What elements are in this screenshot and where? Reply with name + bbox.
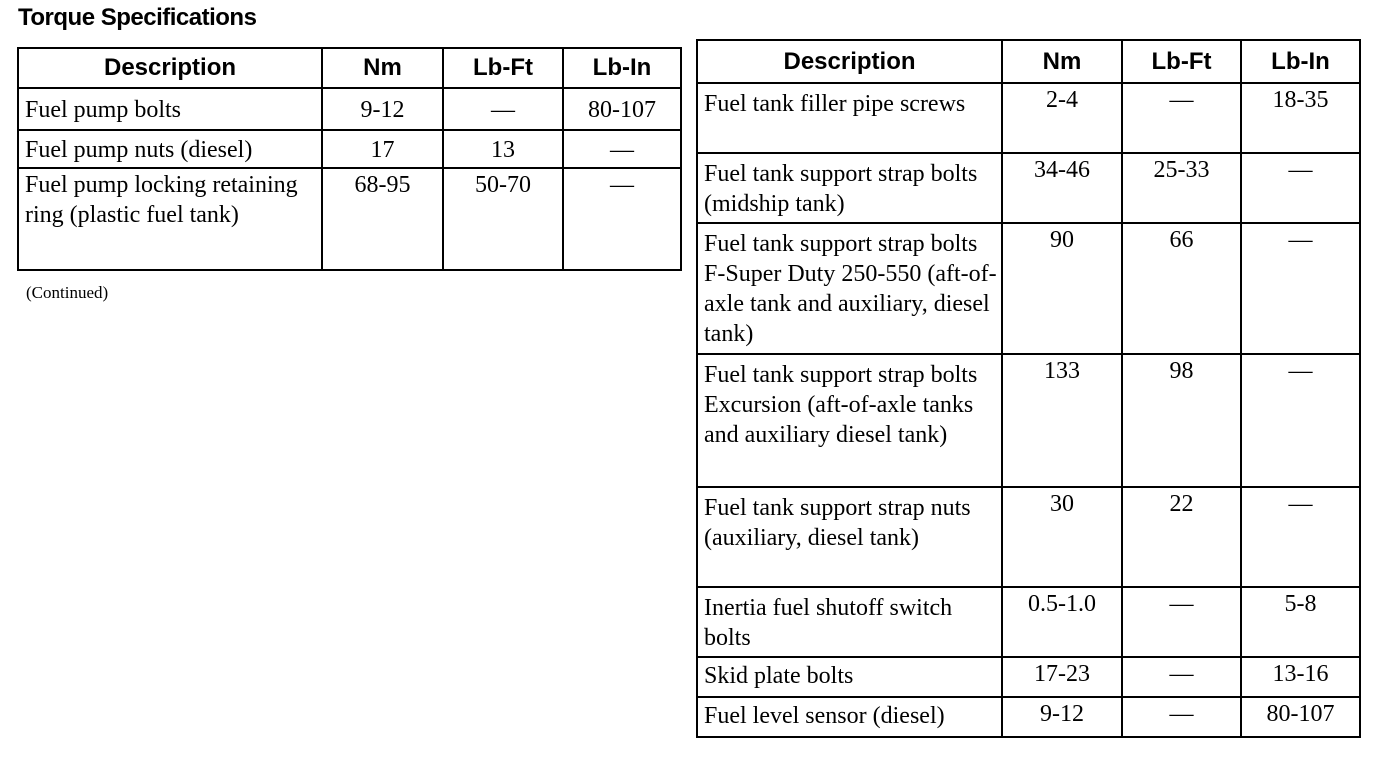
cell-description: Fuel pump nuts (diesel) [18, 130, 322, 168]
cell-description: Inertia fuel shutoff switch bolts [697, 587, 1002, 657]
cell-lbin: — [1241, 153, 1360, 223]
header-row [697, 40, 1360, 83]
table-row [697, 153, 1360, 223]
cell-nm: 90 [1002, 223, 1122, 354]
cell-lbft: — [1122, 83, 1241, 153]
cell-lbin: 80-107 [1241, 697, 1360, 737]
cell-description: Fuel tank support strap bolts F-Super Duty 250-550 (aft-of-axle tank and auxiliary, diesel tank) [697, 223, 1002, 354]
table-row [18, 130, 681, 168]
cell-lbft: 13 [443, 130, 563, 168]
cell-lbft: 25-33 [1122, 153, 1241, 223]
header-lbft: Lb-Ft [443, 48, 563, 88]
cell-lbft: 66 [1122, 223, 1241, 354]
cell-nm: 17 [322, 130, 443, 168]
table-row [18, 168, 681, 270]
cell-nm: 30 [1002, 487, 1122, 587]
cell-nm: 9-12 [1002, 697, 1122, 737]
cell-lbft: 98 [1122, 354, 1241, 487]
header-description: Description [697, 40, 1002, 83]
table-row [697, 223, 1360, 354]
cell-description: Fuel pump locking retaining ring (plastic fuel tank) [18, 168, 322, 270]
cell-description: Skid plate bolts [697, 657, 1002, 697]
torque-table-left [17, 47, 682, 271]
page-title: Torque Specifications [18, 4, 257, 31]
cell-lbft: — [443, 88, 563, 130]
table-row [697, 697, 1360, 737]
cell-nm: 9-12 [322, 88, 443, 130]
cell-lbin: 80-107 [563, 88, 681, 130]
cell-lbft: 22 [1122, 487, 1241, 587]
torque-table-right [696, 39, 1361, 738]
cell-nm: 2-4 [1002, 83, 1122, 153]
header-description: Description [18, 48, 322, 88]
cell-nm: 0.5-1.0 [1002, 587, 1122, 657]
header-lbin: Lb-In [563, 48, 681, 88]
cell-lbft: — [1122, 657, 1241, 697]
header-nm: Nm [322, 48, 443, 88]
cell-lbin: — [563, 168, 681, 270]
table-row [697, 657, 1360, 697]
cell-description: Fuel tank support strap bolts Excursion (aft-of-axle tanks and auxiliary diesel tank) [697, 354, 1002, 487]
cell-lbin: 13-16 [1241, 657, 1360, 697]
table-row [697, 587, 1360, 657]
header-lbft: Lb-Ft [1122, 40, 1241, 83]
cell-description: Fuel tank support strap nuts (auxiliary, diesel tank) [697, 487, 1002, 587]
cell-lbin: — [1241, 354, 1360, 487]
cell-description: Fuel pump bolts [18, 88, 322, 130]
table-row [18, 88, 681, 130]
cell-lbin: — [1241, 223, 1360, 354]
header-nm: Nm [1002, 40, 1122, 83]
cell-lbft: — [1122, 587, 1241, 657]
cell-nm: 17-23 [1002, 657, 1122, 697]
cell-description: Fuel level sensor (diesel) [697, 697, 1002, 737]
header-lbin: Lb-In [1241, 40, 1360, 83]
cell-lbft: 50-70 [443, 168, 563, 270]
cell-lbin: — [563, 130, 681, 168]
cell-lbin: — [1241, 487, 1360, 587]
table-row [697, 354, 1360, 487]
cell-description: Fuel tank support strap bolts (midship tank) [697, 153, 1002, 223]
cell-nm: 34-46 [1002, 153, 1122, 223]
table-row [697, 487, 1360, 587]
continued-note: (Continued) [26, 283, 109, 302]
cell-nm: 133 [1002, 354, 1122, 487]
header-row [18, 48, 681, 88]
cell-lbin: 18-35 [1241, 83, 1360, 153]
cell-nm: 68-95 [322, 168, 443, 270]
cell-description: Fuel tank filler pipe screws [697, 83, 1002, 153]
cell-lbin: 5-8 [1241, 587, 1360, 657]
table-row [697, 83, 1360, 153]
cell-lbft: — [1122, 697, 1241, 737]
